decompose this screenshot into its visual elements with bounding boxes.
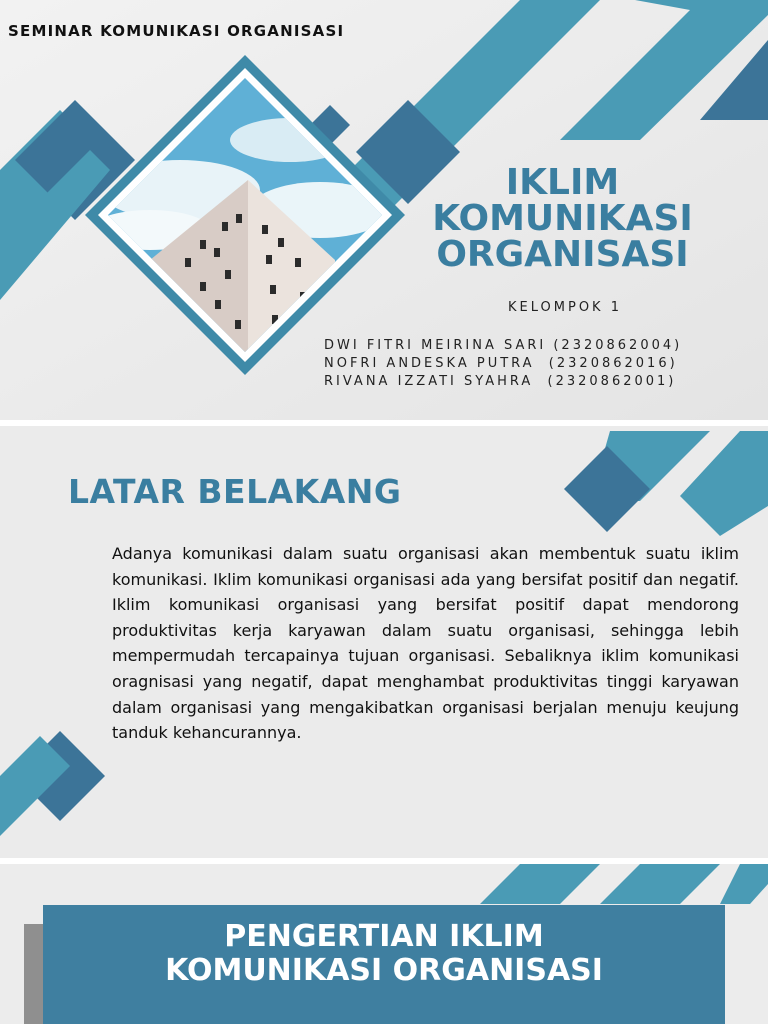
- member-list: [324, 337, 682, 391]
- definition-title: [43, 920, 725, 988]
- title-line: KOMUNIKASI: [432, 198, 693, 239]
- group-label: KELOMPOK 1: [508, 300, 622, 315]
- definition-title-line: PENGERTIAN IKLIM: [224, 919, 544, 954]
- section-heading: LATAR BELAKANG: [68, 472, 402, 511]
- seminar-label: SEMINAR KOMUNIKASI ORGANISASI: [8, 22, 345, 40]
- definition-title-line: KOMUNIKASI ORGANISASI: [165, 953, 603, 988]
- section-paragraph: Adanya komunikasi dalam suatu organisasi akan membentuk suatu iklim komunikasi. Iklim komunikasi organisasi ada yang bersifat positif dan negatif. Iklim komunikasi organisasi yang bersifat positif dapat mendorong produktivitas kerja karyawan dalam suatu organisasi, sehingga lebih mempermudah tercapainya tujuan organisasi. Sebaliknya iklim komunikasi oragnisasi yang negatif, dapat menghambat produktivitas tinggi karyawan dalam organisasi yang mengakibatkan organisasi berjalan menuju keujung tanduk kehancurannya.: [112, 544, 739, 743]
- title-line: IKLIM: [505, 162, 620, 203]
- background-page: [0, 426, 768, 858]
- cover-page: [0, 0, 768, 420]
- member-item: DWI FITRI MEIRINA SARI (2320862004): [324, 338, 683, 353]
- member-item: RIVANA IZZATI SYAHRA (2320862001): [324, 374, 677, 389]
- member-item: NOFRI ANDESKA PUTRA (2320862016): [324, 356, 678, 371]
- title-line: ORGANISASI: [436, 234, 689, 275]
- cover-title: [420, 162, 705, 275]
